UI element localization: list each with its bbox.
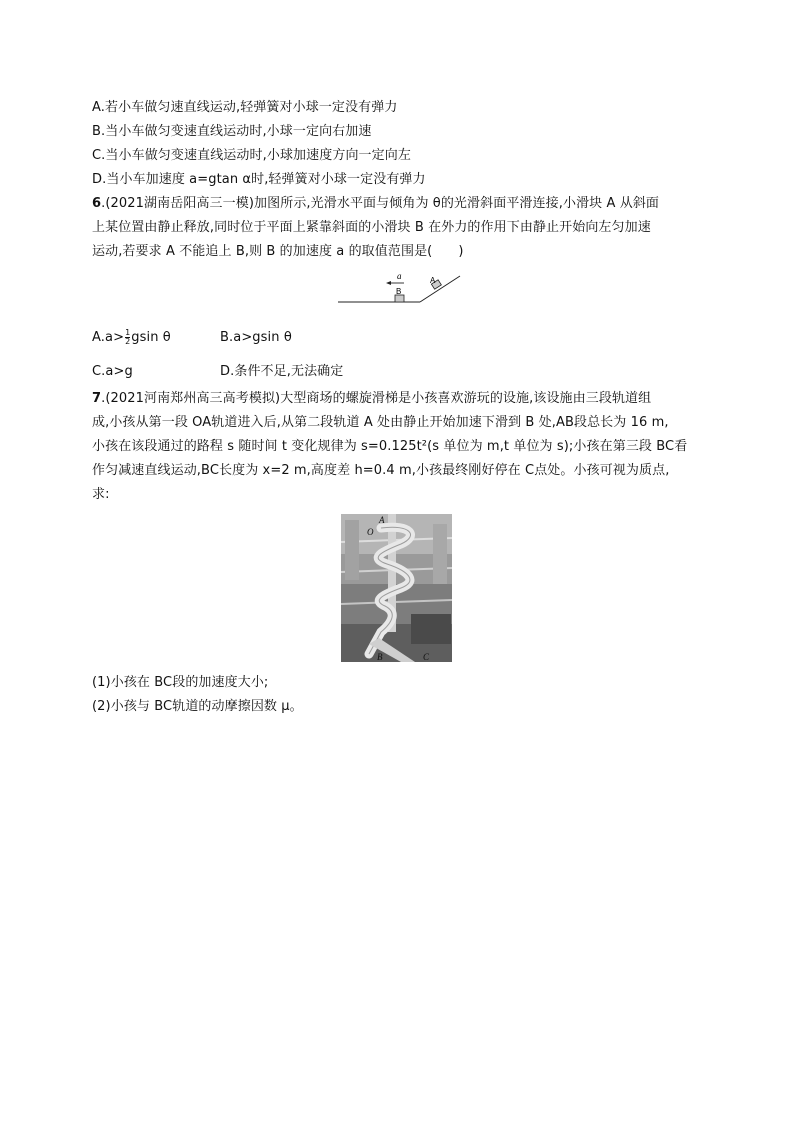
q6-option-d: D.条件不足,无法确定 [220, 364, 344, 379]
q5-option-a: A.若小车做匀速直线运动,轻弹簧对小球一定没有弹力 [92, 100, 398, 115]
q7-number: 7 [92, 391, 102, 406]
q7-stem-text1: .(2021河南郑州高三高考模拟)大型商场的螺旋滑梯是小孩喜欢游玩的设施,该设施由三段轨道组 [101, 391, 652, 406]
q6-label-block-b: B [396, 287, 402, 296]
q7-spiral-slide-photo [341, 514, 452, 662]
q6-stem-line2: 上某位置由静止释放,同时位于平面上紧靠斜面的小滑块 B 在外力的作用下由静止开始向左匀加速 [92, 220, 651, 235]
q6-stem-line3 [92, 242, 464, 262]
q7-sub-question-1: (1)小孩在 BC段的加速度大小; [92, 675, 269, 690]
q7-stem-line1 [92, 389, 651, 409]
q6-answer-paren-close: ) [458, 244, 464, 259]
q6-slope-figure [336, 270, 466, 306]
q6-label-a: a [397, 271, 402, 281]
q7-stem-line3: 小孩在该段通过的路程 s 随时间 t 变化规律为 s=0.125t²(s 单位为 m,t 单位为 s);小孩在第三段 BC看 [92, 439, 688, 454]
q6-option-b: B.a>gsin θ [220, 330, 292, 345]
q6-option-a-suffix: gsin θ [131, 330, 171, 345]
q7-stem-line2: 成,小孩从第一段 OA轨道进入后,从第二段轨道 A 处由静止开始加速下滑到 B 处,AB段总长为 16 m, [92, 415, 669, 430]
photo-label-a: A [379, 515, 385, 525]
q5-option-d: D.当小车加速度 a=gtan α时,轻弹簧对小球一定没有弹力 [92, 172, 426, 187]
q6-stem-text1: .(2021湖南岳阳高三一模)加图所示,光滑水平面与倾角为 θ的光滑斜面平滑连接,小滑块 A 从斜面 [101, 196, 660, 211]
q6-option-a [92, 328, 171, 348]
q5-option-c: C.当小车做匀变速直线运动时,小球加速度方向一定向左 [92, 148, 411, 163]
q6-option-a-prefix: A.a> [92, 330, 125, 345]
q6-block-b [395, 295, 404, 302]
photo-label-c: C [423, 652, 430, 662]
q6-incline [420, 276, 460, 302]
photo-label-o: O [367, 527, 374, 537]
photo-label-b: B [377, 652, 383, 662]
q6-label-block-a: A [430, 276, 436, 285]
q6-frac-numerator: 1 [125, 328, 131, 337]
q7-stem-line5: 求: [92, 487, 110, 502]
q6-option-c: C.a>g [92, 364, 133, 379]
q6-number: 6 [92, 196, 102, 211]
q5-option-b: B.当小车做匀变速直线运动时,小球一定向右加速 [92, 124, 372, 139]
q7-sub-question-2: (2)小孩与 BC轨道的动摩擦因数 μ。 [92, 699, 303, 714]
q6-stem-text3: 运动,若要求 A 不能追上 B,则 B 的加速度 a 的取值范围是( [92, 244, 433, 259]
q6-option-a-fraction [125, 329, 130, 346]
q6-stem-line1 [92, 194, 659, 214]
q7-stem-line4: 作匀减速直线运动,BC长度为 x=2 m,高度差 h=0.4 m,小孩最终刚好停在 C点处。小孩可视为质点, [92, 463, 670, 478]
q6-arrow-head [386, 281, 391, 285]
q6-frac-denominator: 2 [125, 337, 131, 346]
